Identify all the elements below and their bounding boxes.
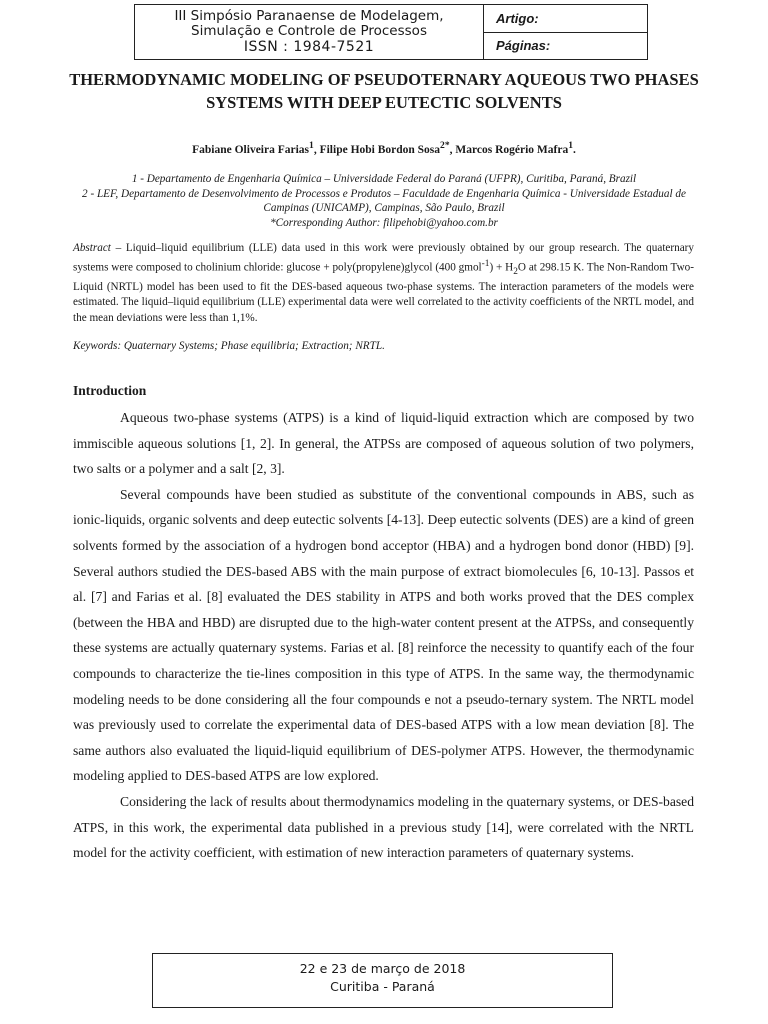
authors bbox=[60, 140, 708, 156]
conference-name-block bbox=[135, 5, 484, 59]
abstract-text-1: – Liquid–liquid equilibrium (LLE) data used in this work were previously obtained by our group research. The quaternary systems were composed to cholinium chloride: glucose + poly(propylene)glycol (400 gmol bbox=[73, 242, 694, 274]
author-3: , Marcos Rogério Mafra bbox=[449, 143, 569, 156]
abstract bbox=[73, 241, 694, 326]
footer-date: 22 e 23 de março de 2018 bbox=[299, 961, 466, 976]
author-1-affil: 1 bbox=[309, 140, 314, 151]
paragraph: Considering the lack of results about thermodynamics modeling in the quaternary systems, or DES-based ATPS, in this work, the experimental data published in a previous study [14], were correlated with the NRTL model for the activity coefficient, with estimation of new interaction parameters of quaternary systems. bbox=[73, 793, 694, 861]
affiliation-2: 2 - LEF, Departamento de Desenvolvimento de Processos e Produtos – Faculdade de Engenharia Química - Universidade Estadual de Campinas (UNICAMP), Campinas, São Paulo, Brazil bbox=[82, 187, 686, 214]
author-1: Fabiane Oliveira Farias bbox=[192, 143, 310, 156]
artigo-label: Artigo: bbox=[484, 5, 647, 33]
affiliation-1: 1 - Departamento de Engenharia Química – Universidade Federal do Paraná (UFPR), Curitiba, Paraná, Brazil bbox=[131, 173, 637, 185]
keywords: Keywords: Quaternary Systems; Phase equilibria; Extraction; NRTL. bbox=[73, 340, 385, 352]
paper-title: THERMODYNAMIC MODELING OF PSEUDOTERNARY AQUEOUS TWO PHASES SYSTEMS WITH DEEP EUTECTIC SOLVENTS bbox=[69, 70, 699, 112]
article-info-block bbox=[484, 5, 647, 59]
abstract-sup: -1 bbox=[481, 258, 490, 269]
introduction-heading: Introduction bbox=[73, 383, 147, 398]
abstract-text-2: ) + H bbox=[489, 261, 514, 274]
conference-name-line1: III Simpósio Paranaense de Modelagem, bbox=[174, 8, 444, 24]
conference-name-line2: Simulação e Controle de Processos bbox=[191, 23, 427, 39]
paragraph: Aqueous two-phase systems (ATPS) is a kind of liquid-liquid extraction which are composed by two immiscible aqueous solutions [1, 2]. In general, the ATPSs are composed of aqueous solution of two polymers, two salts or a polymer and a salt [2, 3]. bbox=[73, 410, 694, 477]
author-2: , Filipe Hobi Bordon Sosa bbox=[313, 143, 441, 156]
abstract-text-3: O at 298.15 K. The Non-Random Two-Liquid (NRTL) model has been used to fit the DES-based aqueous two-phase systems. The interaction parameters of the models were estimated. The liquid–liquid equilibrium (LLE) experimental data were well correlated to the activity coefficients of the NRTL model, and the mean deviations were less than 1,1%. bbox=[73, 261, 695, 324]
abstract-sub: 2 bbox=[513, 266, 518, 277]
corresponding-author: *Corresponding Author: filipehobi@yahoo.com.br bbox=[270, 216, 498, 229]
paragraph: Several compounds have been studied as substitute of the conventional compounds in ABS, such as ionic-liquids, organic solvents and deep eutectic solvents [4-13]. Deep eutectic solvents (DES) are a kind of green solvents formed by the association of a hydrogen bond acceptor (HBA) and a hydrogen bond donor (HBD) [9]. Several authors studied the DES-based ABS with the main purpose of extract biomolecules [6, 10-13]. Passos et al. [7] and Farias et al. [8] evaluated the DES stability in ATPS and both works proved that the DES complex (between the HBA and HBD) are disrupted due to the high-water content present at the ATPSs, and consequently these systems are actually quaternary systems. Farias et al. [8] reinforce the necessity to quantify each of the four compounds to characterize the tie-lines composition in this type of ATPS. In the same way, the thermodynamic modeling needs to be done considering all the four compounds e not a pseudo-ternary system. The NRTL model was previously used to correlate the experimental data of DES-based ATPS with a low mean deviation [8]. The same authors also evaluated the liquid-liquid equilibrium of DES-polymer ATPS. However, the thermodynamic modeling applied to DES-based ATPS are low explored. bbox=[73, 486, 694, 784]
conference-header bbox=[134, 4, 648, 60]
affiliations bbox=[74, 172, 694, 230]
conference-footer bbox=[152, 953, 613, 1008]
abstract-label: Abstract bbox=[73, 242, 111, 254]
author-2-affil: 2* bbox=[440, 140, 450, 151]
issn: ISSN : 1984-7521 bbox=[243, 39, 375, 55]
footer-location: Curitiba - Paraná bbox=[330, 979, 435, 994]
introduction-body bbox=[73, 405, 694, 866]
authors-end: . bbox=[573, 143, 576, 156]
paginas-label: Páginas: bbox=[496, 38, 551, 54]
author-3-affil: 1 bbox=[568, 140, 573, 151]
